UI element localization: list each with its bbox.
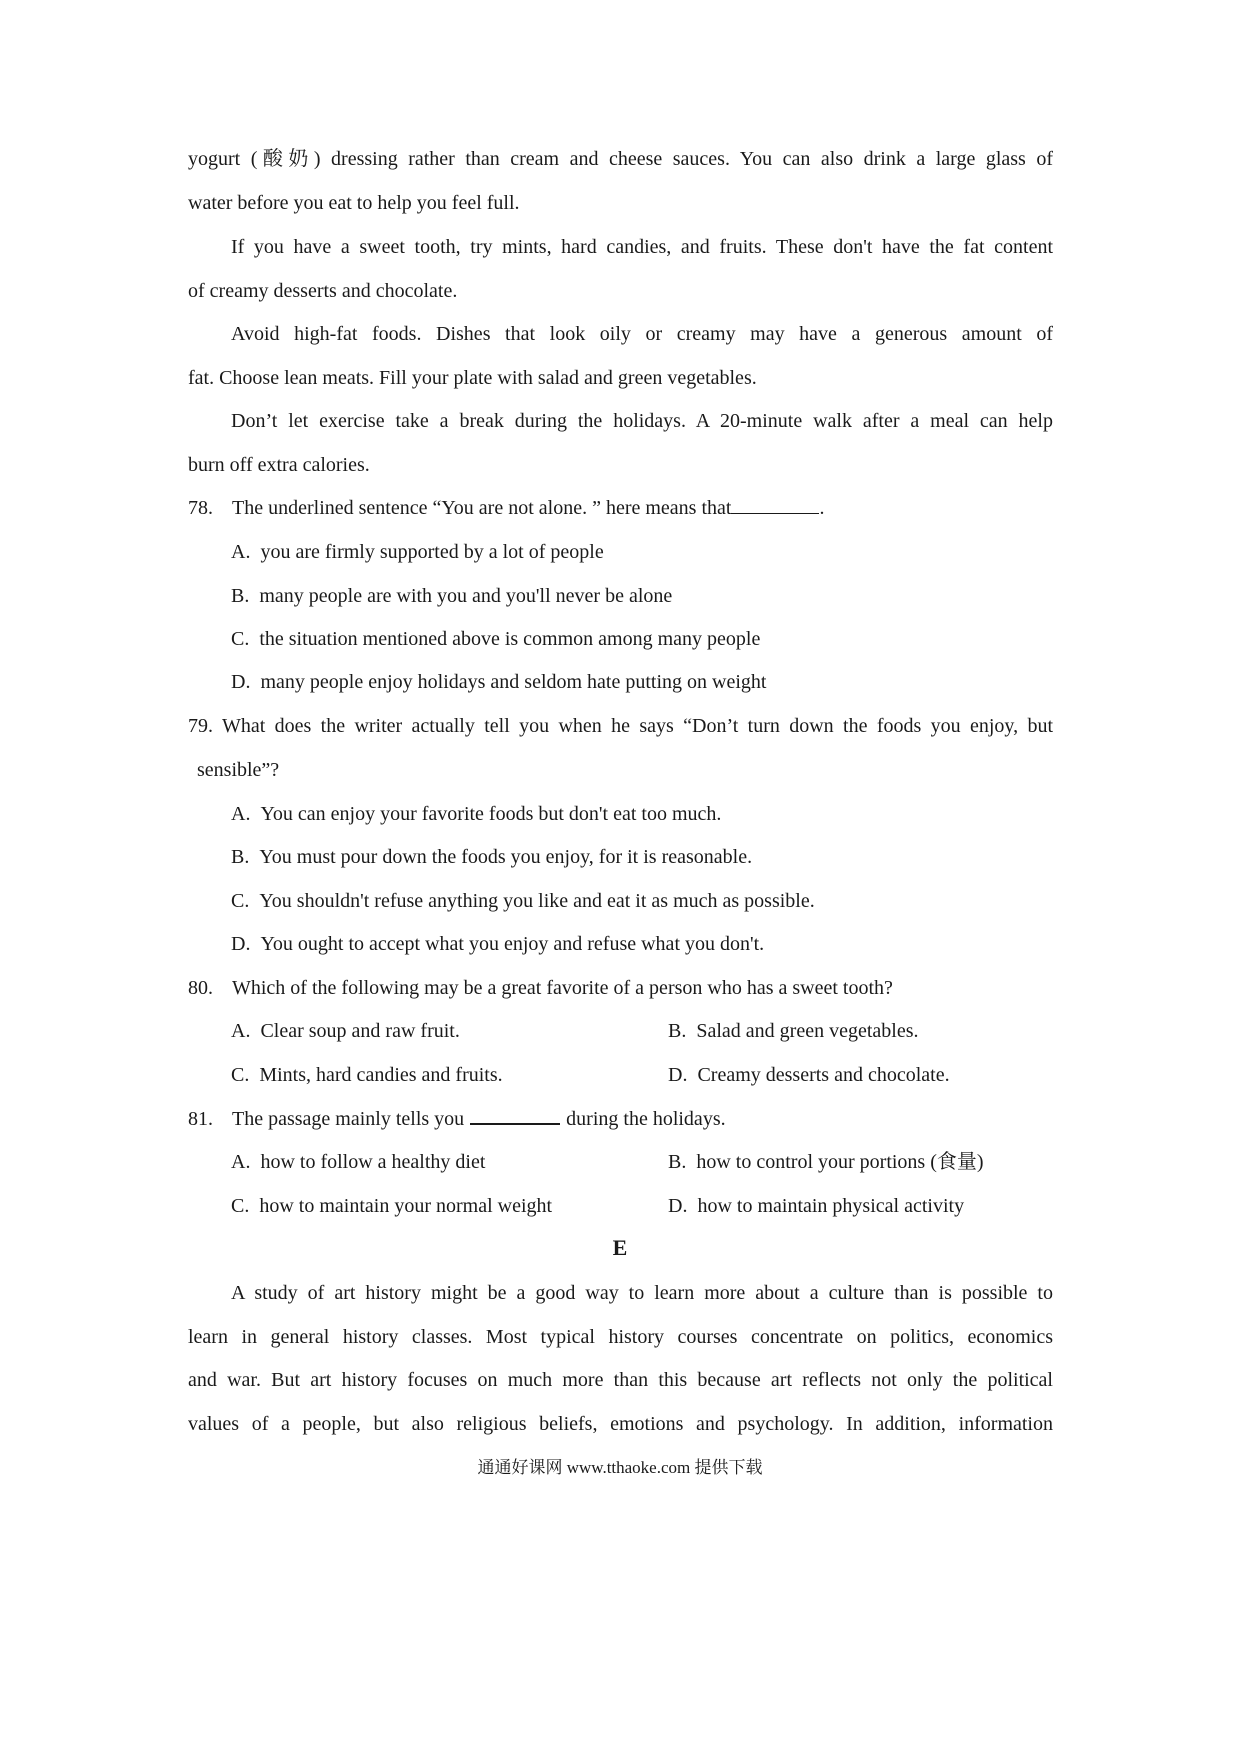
question-number: 81. — [188, 1108, 213, 1130]
option-label: A. — [231, 1151, 251, 1173]
section-heading: E — [612, 1235, 628, 1260]
passage-d-line-8: burn off extra calories. — [188, 454, 370, 476]
option-text: many people are with you and you'll never be alone — [259, 585, 673, 607]
option-text: how to maintain physical activity — [697, 1195, 965, 1217]
option-text: Creamy desserts and chocolate. — [697, 1064, 950, 1086]
page-footer: 通通好课网 www.tthaoke.com 提供下载 — [477, 1458, 763, 1477]
option-label: C. — [231, 1064, 250, 1086]
option-label: A. — [231, 1020, 251, 1042]
option-label: B. — [231, 585, 250, 607]
option-label: A. — [231, 803, 251, 825]
option-text: how to maintain your normal weight — [259, 1195, 553, 1217]
q78-option-c — [231, 625, 1053, 653]
passage-e-line-4: values of a people, but also religious beliefs, emotions and psychology. In addition, information — [188, 1413, 1053, 1435]
q80-option-c — [231, 1061, 651, 1089]
option-text: You must pour down the foods you enjoy, for it is reasonable. — [259, 846, 753, 868]
question-81 — [188, 1105, 1053, 1133]
passage-e-line-3: and war. But art history focuses on much more than this because art reflects not only the political — [188, 1369, 1053, 1391]
option-text: the situation mentioned above is common among many people — [259, 628, 761, 650]
question-text-before: The passage mainly tells you — [232, 1108, 465, 1130]
q80-option-b — [668, 1017, 1068, 1045]
option-text: how to follow a healthy diet — [260, 1151, 486, 1173]
question-text: The underlined sentence “You are not alone. ” here means that — [232, 497, 732, 519]
option-text: you are firmly supported by a lot of people — [260, 541, 604, 563]
passage-d-line-3: If you have a sweet tooth, try mints, hard candies, and fruits. These don't have the fat content — [231, 236, 1053, 258]
passage-d-line-2: water before you eat to help you feel full. — [188, 192, 520, 214]
q79-option-b — [231, 843, 1053, 871]
q79-option-c — [231, 887, 1053, 915]
q81-option-c — [231, 1192, 651, 1220]
q80-option-a — [231, 1017, 651, 1045]
passage-d-line-7: Don’t let exercise take a break during the holidays. A 20-minute walk after a meal can help — [231, 410, 1053, 432]
option-label: A. — [231, 541, 251, 563]
q81-option-b — [668, 1148, 1068, 1176]
passage-e-line-2: learn in general history classes. Most typical history courses concentrate on politics, economics — [188, 1326, 1053, 1348]
question-end: . — [819, 497, 825, 519]
option-text: Clear soup and raw fruit. — [260, 1020, 460, 1042]
option-text: how to control your portions (食量) — [696, 1151, 984, 1173]
passage-d-line-1: yogurt (酸奶) dressing rather than cream and cheese sauces. You can also drink a large glass of — [188, 148, 1053, 170]
question-79 — [188, 712, 1053, 740]
q78-option-a — [231, 538, 1053, 566]
option-text: many people enjoy holidays and seldom hate putting on weight — [260, 671, 767, 693]
question-text-line-1: What does the writer actually tell you when he says “Don’t turn down the foods you enjoy, but — [222, 715, 1053, 737]
answer-blank — [470, 1105, 560, 1125]
option-label: D. — [231, 671, 251, 693]
passage-d-line-5: Avoid high-fat foods. Dishes that look oily or creamy may have a generous amount of — [231, 323, 1053, 345]
q78-option-d — [231, 668, 1053, 696]
question-number: 78. — [188, 497, 213, 519]
option-label: D. — [231, 933, 251, 955]
question-text-after: during the holidays. — [566, 1108, 726, 1130]
option-text: Mints, hard candies and fruits. — [259, 1064, 503, 1086]
q78-option-b — [231, 582, 1053, 610]
passage-d-line-4: of creamy desserts and chocolate. — [188, 280, 458, 302]
option-text: Salad and green vegetables. — [696, 1020, 919, 1042]
option-label: C. — [231, 628, 250, 650]
option-text: You shouldn't refuse anything you like and eat it as much as possible. — [259, 890, 815, 912]
option-label: B. — [231, 846, 250, 868]
option-label: C. — [231, 1195, 250, 1217]
q81-option-a — [231, 1148, 651, 1176]
q80-option-d — [668, 1061, 1068, 1089]
q79-option-a — [231, 800, 1053, 828]
q81-option-d — [668, 1192, 1068, 1220]
passage-d-line-6: fat. Choose lean meats. Fill your plate with salad and green vegetables. — [188, 367, 757, 389]
question-78 — [188, 494, 1053, 522]
question-text: Which of the following may be a great favorite of a person who has a sweet tooth? — [232, 977, 893, 999]
option-label: D. — [668, 1195, 688, 1217]
option-label: C. — [231, 890, 250, 912]
passage-e-line-1: A study of art history might be a good way to learn more about a culture than is possible to — [231, 1282, 1053, 1304]
option-text: You can enjoy your favorite foods but don't eat too much. — [260, 803, 722, 825]
question-number: 79. — [188, 715, 213, 737]
option-label: B. — [668, 1151, 687, 1173]
q79-option-d — [231, 930, 1053, 958]
option-text: You ought to accept what you enjoy and refuse what you don't. — [260, 933, 765, 955]
question-80 — [188, 974, 1053, 1002]
option-label: B. — [668, 1020, 687, 1042]
answer-blank — [731, 495, 819, 514]
option-label: D. — [668, 1064, 688, 1086]
question-79-line-2: sensible”? — [197, 759, 280, 781]
question-number: 80. — [188, 977, 213, 999]
